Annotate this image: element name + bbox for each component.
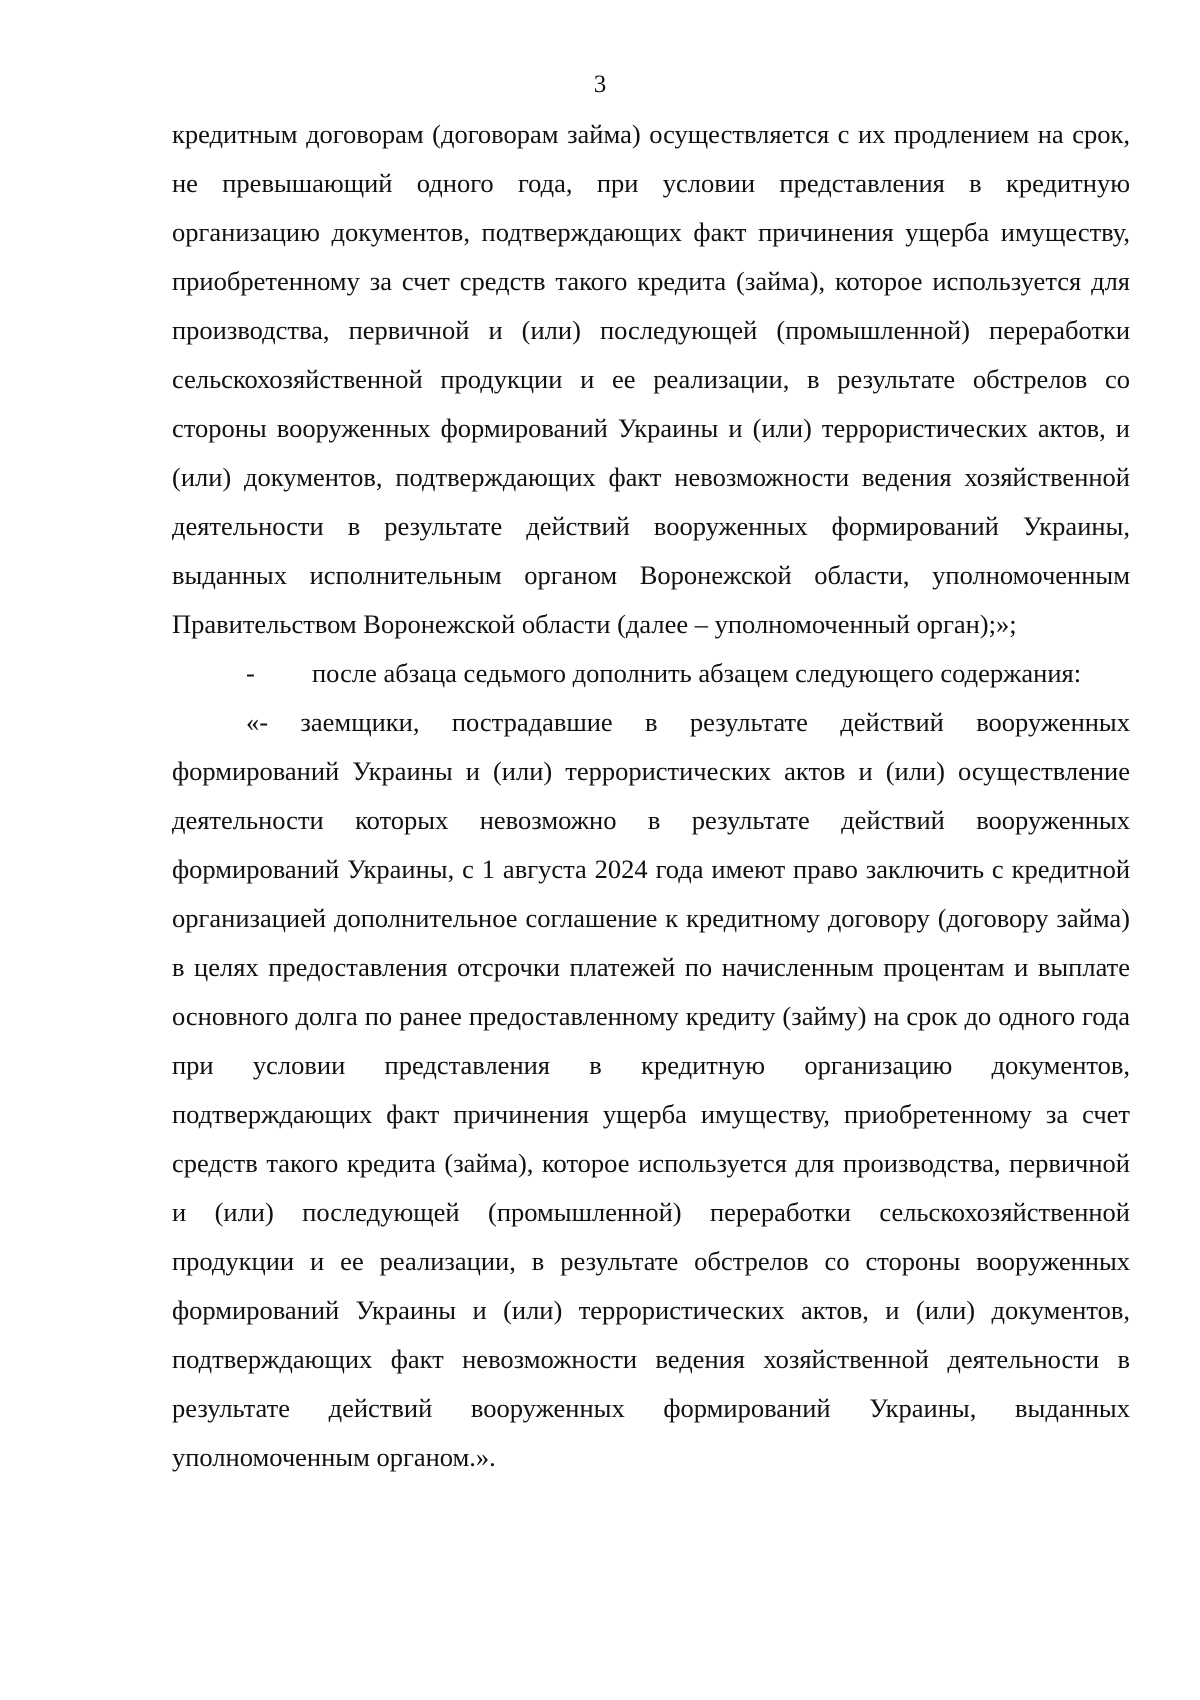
paragraph-amendment-instruction <box>172 649 1130 698</box>
document-body <box>172 110 1130 1482</box>
paragraph-new-clause: «- заемщики, пострадавшие в результате действий вооруженных формирований Украины и (или) террористических актов и (или) осуществление деятельности которых невозможно в результате действий вооруженных формирований Украины, с 1 августа 2024 года имеют право заключить с кредитной организацией дополнительное соглашение к кредитному договору (договору займа) в целях предоставления отсрочки платежей по начисленным процентам и выплате основного долга по ранее предоставленному кредиту (займу) на срок до одного года при условии представления в кредитную организацию документов, подтверждающих факт причинения ущерба имуществу, приобретенному за счет средств такого кредита (займа), которое используется для производства, первичной и (или) последующей (промышленной) переработки сельскохозяйственной продукции и ее реализации, в результате обстрелов со стороны вооруженных формирований Украины и (или) террористических актов, и (или) документов, подтверждающих факт невозможности ведения хозяйственной деятельности в результате действий вооруженных формирований Украины, выданных уполномоченным органом.». <box>172 707 1130 1472</box>
page-number: 3 <box>593 71 607 98</box>
paragraph-continuation: кредитным договорам (договорам займа) осуществляется с их продлением на срок, не превышающий одного года, при условии представления в кредитную организацию документов, подтверждающих факт причинения ущерба имуществу, приобретенному за счет средств такого кредита (займа), которое используется для производства, первичной и (или) последующей (промышленной) переработки сельскохозяйственной продукции и ее реализации, в результате обстрелов со стороны вооруженных формирований Украины и (или) террористических актов, и (или) документов, подтверждающих факт невозможности ведения хозяйственной деятельности в результате действий вооруженных формирований Украины, выданных исполнительным органом Воронежской области, уполномоченным Правительством Воронежской области (далее – уполномоченный орган);»; <box>172 119 1130 639</box>
list-dash: - <box>246 658 255 688</box>
amendment-instruction-text: после абзаца седьмого дополнить абзацем следующего содержания: <box>312 658 1082 688</box>
